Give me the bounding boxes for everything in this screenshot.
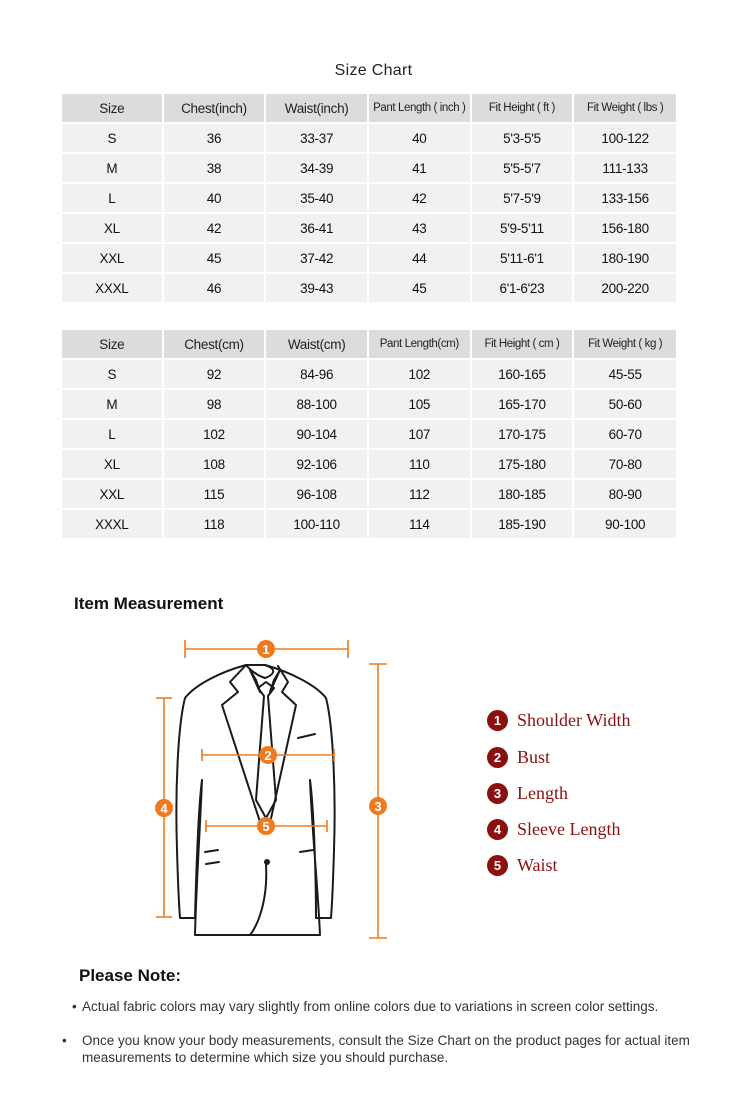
- cell-pant-length: 42: [369, 184, 470, 212]
- cell-pant-length: 41: [369, 154, 470, 182]
- jacket-diagram: [150, 630, 400, 945]
- header-size: Size: [62, 94, 162, 122]
- cell-chest: 46: [164, 274, 265, 302]
- cell-waist: 88-100: [266, 390, 367, 418]
- legend-label: Waist: [517, 855, 558, 875]
- marker-2-label: 2: [264, 748, 272, 763]
- cell-pant-length: 45: [369, 274, 470, 302]
- cell-chest: 42: [164, 214, 265, 242]
- size-table-cm: [60, 328, 678, 540]
- legend-item-length: [487, 783, 568, 804]
- table-row: [62, 274, 676, 302]
- legend-number: 5: [487, 855, 508, 876]
- cell-fit-weight: 50-60: [574, 390, 676, 418]
- legend-label: Shoulder Width: [517, 710, 631, 730]
- cell-pant-length: 40: [369, 124, 470, 152]
- cell-waist: 100-110: [266, 510, 367, 538]
- cell-pant-length: 105: [369, 390, 470, 418]
- cell-fit-height: 5'3-5'5: [472, 124, 573, 152]
- size-chart-title: Size Chart: [334, 62, 413, 79]
- cell-chest: 45: [164, 244, 265, 272]
- please-note-title: Please Note:: [79, 966, 182, 985]
- cell-waist: 34-39: [266, 154, 367, 182]
- cell-size: L: [62, 184, 162, 212]
- cell-size: XXXL: [62, 274, 162, 302]
- size-table-inch: [60, 92, 678, 304]
- cell-fit-weight: 90-100: [574, 510, 676, 538]
- table-row: [62, 480, 676, 508]
- legend-number: 4: [487, 819, 508, 840]
- note-text: Once you know your body measurements, consult the Size Chart on the product pages for actual item measurements to determine which size you should purchase.: [82, 1033, 690, 1065]
- cell-pant-length: 102: [369, 360, 470, 388]
- cell-waist: 90-104: [266, 420, 367, 448]
- cell-fit-weight: 156-180: [574, 214, 676, 242]
- legend-item-shoulder-width: [487, 710, 630, 731]
- legend-item-waist: [487, 855, 558, 876]
- cell-size: XXXL: [62, 510, 162, 538]
- cell-fit-weight: 180-190: [574, 244, 676, 272]
- cell-waist: 36-41: [266, 214, 367, 242]
- cell-waist: 37-42: [266, 244, 367, 272]
- cell-fit-height: 170-175: [472, 420, 573, 448]
- table-row: [62, 450, 676, 478]
- cell-fit-height: 185-190: [472, 510, 573, 538]
- cell-pant-length: 107: [369, 420, 470, 448]
- note-text: Actual fabric colors may vary slightly from online colors due to variations in screen color settings.: [82, 999, 659, 1014]
- cell-fit-height: 180-185: [472, 480, 573, 508]
- note-item: [62, 1032, 702, 1066]
- cell-fit-weight: 100-122: [574, 124, 676, 152]
- bullet-icon: •: [62, 1033, 67, 1048]
- cell-chest: 38: [164, 154, 265, 182]
- jacket-front-edge: [250, 865, 266, 935]
- cell-chest: 102: [164, 420, 265, 448]
- note-item: [72, 998, 702, 1015]
- cell-fit-weight: 111-133: [574, 154, 676, 182]
- cell-fit-weight: 200-220: [574, 274, 676, 302]
- table-row: [62, 244, 676, 272]
- cell-size: L: [62, 420, 162, 448]
- marker-4-label: 4: [160, 801, 168, 816]
- marker-1-label: 1: [262, 642, 270, 657]
- cell-pant-length: 112: [369, 480, 470, 508]
- table-row: [62, 124, 676, 152]
- cell-size: M: [62, 390, 162, 418]
- cell-waist: 96-108: [266, 480, 367, 508]
- cell-size: S: [62, 124, 162, 152]
- header-fit-weight: Fit Weight ( kg ): [574, 330, 676, 358]
- table-row: [62, 510, 676, 538]
- header-pant-length: Pant Length(cm): [369, 330, 470, 358]
- cell-fit-height: 5'11-6'1: [472, 244, 573, 272]
- cell-waist: 35-40: [266, 184, 367, 212]
- cell-pant-length: 114: [369, 510, 470, 538]
- header-chest: Chest(inch): [164, 94, 265, 122]
- jacket-button: [264, 859, 270, 865]
- cell-pant-length: 44: [369, 244, 470, 272]
- table-header-row: [62, 330, 676, 358]
- cell-waist: 39-43: [266, 274, 367, 302]
- legend-number: 1: [487, 710, 508, 731]
- item-measurement-title: Item Measurement: [74, 594, 224, 613]
- cell-fit-weight: 45-55: [574, 360, 676, 388]
- left-pocket: [205, 850, 219, 864]
- table-row: [62, 360, 676, 388]
- cell-fit-weight: 80-90: [574, 480, 676, 508]
- header-fit-height: Fit Height ( ft ): [472, 94, 573, 122]
- cell-chest: 98: [164, 390, 265, 418]
- chest-pocket: [298, 734, 315, 738]
- cell-fit-height: 5'9-5'11: [472, 214, 573, 242]
- legend-number: 3: [487, 783, 508, 804]
- header-fit-height: Fit Height ( cm ): [472, 330, 573, 358]
- cell-fit-height: 5'7-5'9: [472, 184, 573, 212]
- table-row: [62, 420, 676, 448]
- legend-label: Length: [517, 783, 568, 803]
- table-row: [62, 184, 676, 212]
- cell-chest: 92: [164, 360, 265, 388]
- cell-pant-length: 110: [369, 450, 470, 478]
- legend-item-sleeve-length: [487, 819, 620, 840]
- table-row: [62, 154, 676, 182]
- cell-fit-weight: 60-70: [574, 420, 676, 448]
- header-pant-length: Pant Length ( inch ): [369, 94, 470, 122]
- cell-chest: 36: [164, 124, 265, 152]
- cell-size: XXL: [62, 244, 162, 272]
- cell-waist: 84-96: [266, 360, 367, 388]
- jacket-left-lapel: [222, 665, 262, 828]
- table-row: [62, 214, 676, 242]
- table-row: [62, 390, 676, 418]
- legend-number: 2: [487, 747, 508, 768]
- header-size: Size: [62, 330, 162, 358]
- cell-chest: 108: [164, 450, 265, 478]
- header-waist: Waist(cm): [266, 330, 367, 358]
- legend-label: Bust: [517, 747, 551, 767]
- header-waist: Waist(inch): [266, 94, 367, 122]
- cell-size: XXL: [62, 480, 162, 508]
- marker-3-label: 3: [374, 799, 382, 814]
- legend-item-bust: [487, 747, 550, 768]
- cell-chest: 118: [164, 510, 265, 538]
- cell-fit-height: 6'1-6'23: [472, 274, 573, 302]
- cell-fit-height: 160-165: [472, 360, 573, 388]
- bullet-icon: •: [72, 999, 77, 1014]
- cell-fit-weight: 133-156: [574, 184, 676, 212]
- right-pocket: [300, 850, 313, 852]
- cell-chest: 115: [164, 480, 265, 508]
- cell-size: M: [62, 154, 162, 182]
- cell-pant-length: 43: [369, 214, 470, 242]
- header-chest: Chest(cm): [164, 330, 265, 358]
- header-fit-weight: Fit Weight ( lbs ): [574, 94, 676, 122]
- cell-size: S: [62, 360, 162, 388]
- cell-fit-height: 165-170: [472, 390, 573, 418]
- cell-fit-height: 175-180: [472, 450, 573, 478]
- cell-waist: 33-37: [266, 124, 367, 152]
- table-header-row: [62, 94, 676, 122]
- cell-fit-height: 5'5-5'7: [472, 154, 573, 182]
- cell-chest: 40: [164, 184, 265, 212]
- cell-size: XL: [62, 450, 162, 478]
- cell-fit-weight: 70-80: [574, 450, 676, 478]
- cell-size: XL: [62, 214, 162, 242]
- marker-5-label: 5: [262, 819, 270, 834]
- cell-waist: 92-106: [266, 450, 367, 478]
- legend-label: Sleeve Length: [517, 819, 621, 839]
